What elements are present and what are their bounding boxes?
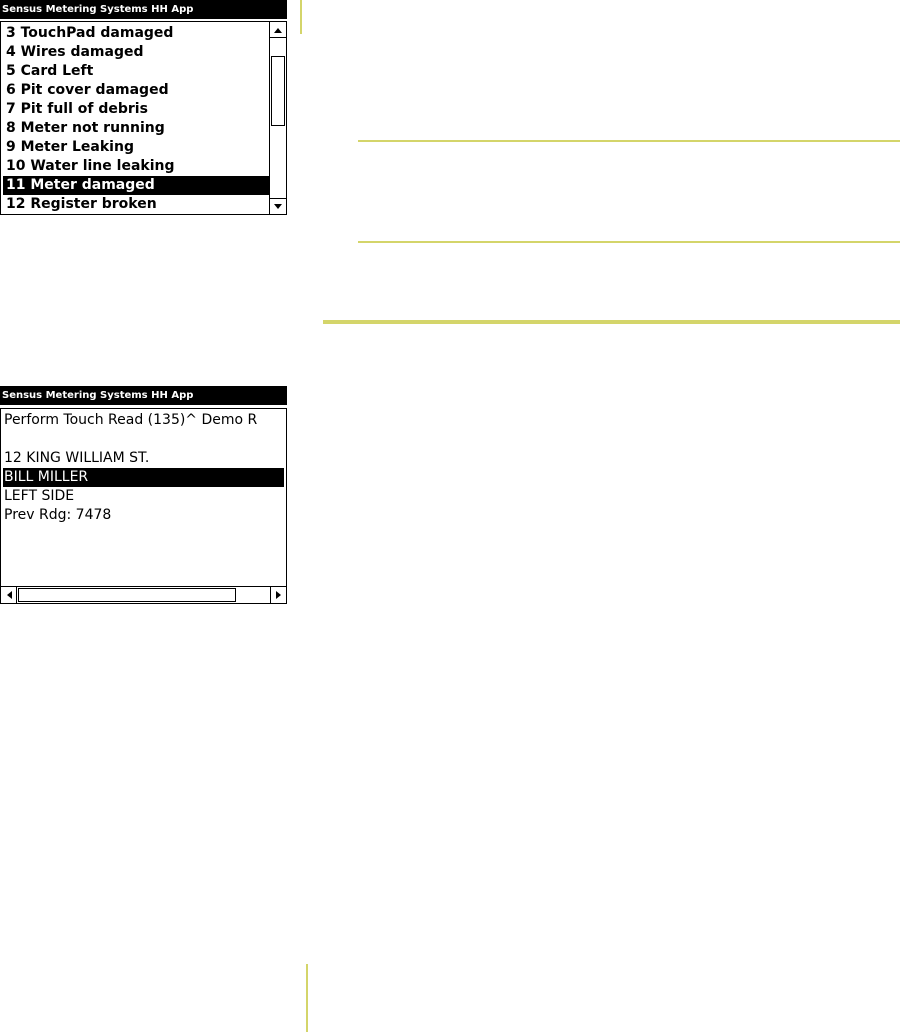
window-title: Sensus Metering Systems HH App: [0, 386, 287, 405]
address-line: 12 KING WILLIAM ST.: [4, 450, 150, 466]
touch-read-panel: [0, 408, 287, 604]
location-line: LEFT SIDE: [4, 488, 75, 504]
condition-listbox[interactable]: [0, 21, 287, 215]
touch-read-window: [0, 386, 287, 604]
scrollbar-thumb[interactable]: [271, 56, 285, 126]
scroll-left-button[interactable]: [1, 587, 17, 603]
horizontal-scrollbar[interactable]: [1, 586, 286, 603]
divider-line: [323, 320, 900, 324]
divider-line: [300, 0, 302, 34]
list-item[interactable]: 5 Card Left: [6, 63, 94, 79]
scroll-down-button[interactable]: [270, 198, 286, 214]
list-item[interactable]: 4 Wires damaged: [6, 44, 144, 60]
customer-name-selected[interactable]: BILL MILLER: [3, 468, 284, 487]
list-item[interactable]: 8 Meter not running: [6, 120, 165, 136]
list-item[interactable]: 12 Register broken: [6, 196, 157, 212]
triangle-down-icon: [274, 204, 282, 210]
list-item[interactable]: 7 Pit full of debris: [6, 101, 148, 117]
previous-reading: Prev Rdg: 7478: [4, 507, 112, 523]
list-item[interactable]: 3 TouchPad damaged: [6, 25, 174, 41]
list-item[interactable]: 9 Meter Leaking: [6, 139, 134, 155]
condition-list-window: [0, 0, 287, 215]
scroll-up-button[interactable]: [270, 22, 286, 38]
vertical-scrollbar[interactable]: [269, 22, 286, 214]
triangle-up-icon: [274, 27, 282, 33]
divider-line: [358, 140, 900, 142]
scrollbar-thumb[interactable]: [18, 588, 236, 602]
list-item[interactable]: 10 Water line leaking: [6, 158, 175, 174]
condition-list: [3, 24, 269, 214]
touch-read-content: [3, 411, 284, 525]
blank-line: [3, 430, 284, 449]
window-title: Sensus Metering Systems HH App: [0, 0, 287, 19]
divider-line: [306, 964, 308, 1032]
divider-line: [358, 241, 900, 243]
list-item-selected[interactable]: 11 Meter damaged: [3, 176, 269, 195]
list-item[interactable]: 6 Pit cover damaged: [6, 82, 169, 98]
triangle-right-icon: [276, 591, 282, 599]
touch-read-header: Perform Touch Read (135)^ Demo R: [4, 412, 258, 428]
scroll-right-button[interactable]: [270, 587, 286, 603]
triangle-left-icon: [6, 591, 12, 599]
